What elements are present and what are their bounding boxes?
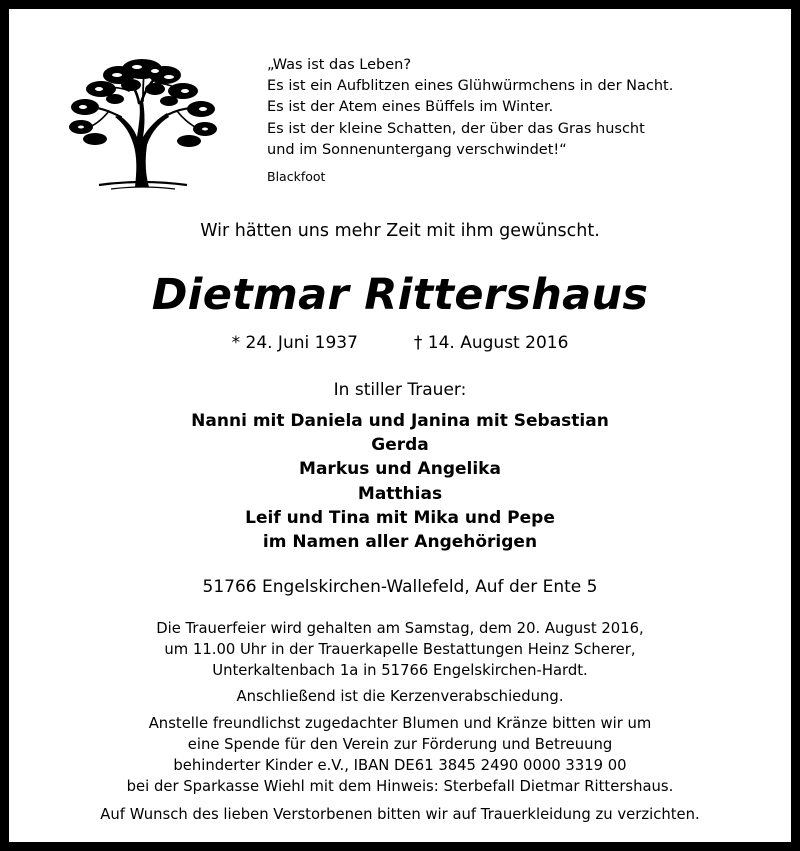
quote-author: Blackfoot [267,169,326,185]
donation-line: eine Spende für den Verein zur Förderung und Betreuung [187,735,613,753]
donation-line: Anstelle freundlichst zugedachter Blumen und Kränze bitten wir um [148,715,652,733]
dress-note: Auf Wunsch des lieben Verstorbenen bitten wir auf Trauerkleidung zu verzichten. [100,806,700,824]
quote-line: „Was ist das Leben? [267,57,412,73]
subtitle: Wir hätten uns mehr Zeit mit ihm gewünscht. [200,221,600,241]
mourning-label: In stiller Trauer: [333,380,467,400]
birth-date: * 24. Juni 1937 [231,333,358,353]
quote-block [267,55,673,187]
candle-note: Anschließend ist die Kerzenverabschiedung. [236,688,564,706]
quote-line: und im Sonnenuntergang verschwindet!“ [267,141,567,158]
family-line: Markus und Angelika [299,459,501,480]
family-list [9,409,791,554]
family-line: Leif und Tina mit Mika und Pepe [245,507,555,528]
address: 51766 Engelskirchen-Wallefeld, Auf der Ente 5 [202,577,598,597]
family-line: Nanni mit Daniela und Janina mit Sebastian [191,411,609,431]
deceased-name: Dietmar Rittershaus [151,270,649,320]
ceremony-line: um 11.00 Uhr in der Trauerkapelle Bestattungen Heinz Scherer, [164,640,636,658]
family-line: im Namen aller Angehörigen [262,532,538,553]
details-block [9,619,791,826]
quote-line: Es ist der kleine Schatten, der über das Gras huscht [267,120,645,137]
family-line: Gerda [371,435,429,456]
quote-line: Es ist der Atem eines Büffels im Winter. [267,99,554,116]
ceremony-line: Die Trauerfeier wird gehalten am Samstag, dem 20. August 2016, [156,620,644,637]
ceremony-line: Unterkaltenbach 1a in 51766 Engelskirchen-Hardt. [212,661,588,679]
death-date: † 14. August 2016 [413,333,569,353]
quote-line: Es ist ein Aufblitzen eines Glühwürmchens in der Nacht. [267,78,674,95]
tree-icon [59,51,225,193]
donation-line: bei der Sparkasse Wiehl mit dem Hinweis: Sterbefall Dietmar Rittershaus. [126,777,674,795]
donation-line: behinderter Kinder e.V., IBAN DE61 3845 2490 0000 3319 00 [173,756,627,774]
family-line: Matthias [357,483,443,504]
life-dates [9,333,791,353]
